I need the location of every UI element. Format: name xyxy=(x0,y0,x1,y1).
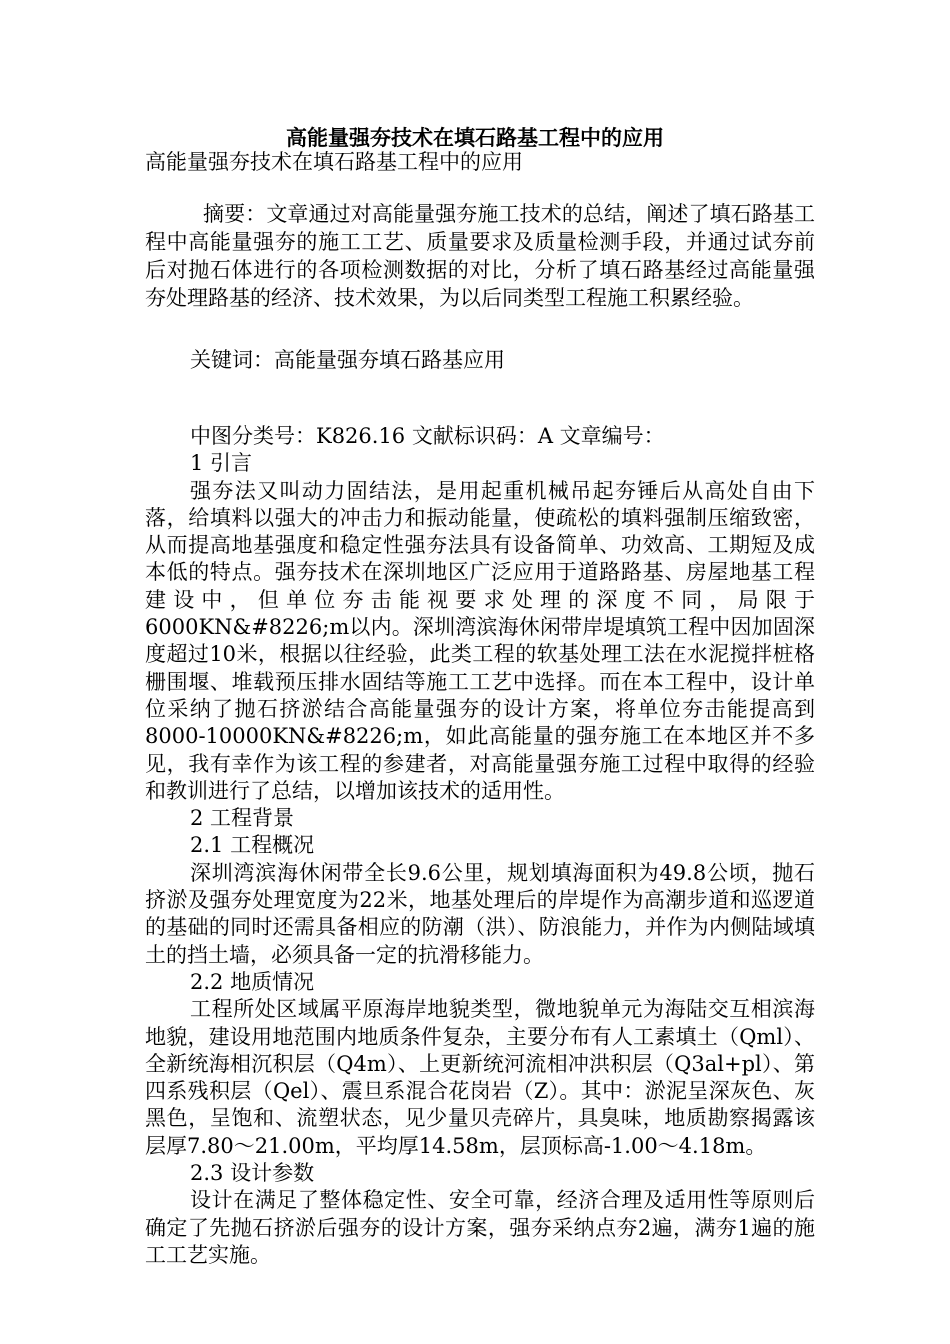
article-body xyxy=(145,423,815,1269)
document-title: 高能量强夯技术在填石路基工程中的应用 xyxy=(286,125,664,150)
overview-paragraph: 深圳湾滨海休闲带全长9.6公里，规划填海面积为49.8公顷，抛石挤淤及强夯处理宽度为22米，地基处理后的岸堤作为高潮步道和巡逻道的基础的同时还需具备相应的防潮（洪）、防浪能力，并作为内侧陆域填土的挡土墙，必须具备一定的抗滑移能力。 xyxy=(145,860,815,967)
section-heading-intro: 1 引言 xyxy=(190,451,253,476)
intro-paragraph: 强夯法又叫动力固结法，是用起重机械吊起夯锤后从高处自由下落，给填料以强大的冲击力和振动能量，使疏松的填料强制压缩致密，从而提高地基强度和稳定性强夯法具有设备简单、功效高、工期短及成本低的特点。强夯技术在深圳地区广泛应用于道路路基、房屋地基工程建设中，但单位夯击能视要求处理的深度不同，局限于6000KN&#8226;m以内。深圳湾滨海休闲带岸堤填筑工程中因加固深度超过10米，根据以往经验，此类工程的软基处理工法在水泥搅拌桩格栅围堰、堆载预压排水固结等施工工艺中选择。而在本工程中，设计单位采纳了抛石挤淤结合高能量强夯的设计方案，将单位夯击能提高到8000-10000KN&#8226;m，如此高能量的强夯施工在本地区并不多见，我有幸作为该工程的参建者，对高能量强夯施工过程中取得的经验和教训进行了总结，以增加该技术的适用性。 xyxy=(145,478,815,803)
geology-paragraph: 工程所处区域属平原海岸地貌类型，微地貌单元为海陆交互相滨海地貌，建设用地范围内地质条件复杂，主要分布有人工素填土（Qml）、全新统海相沉积层（Q4m）、上更新统河流相冲洪积层（Q3al+pl）、第四系残积层（Qel）、震旦系混合花岗岩（Z）。其中：淤泥呈深灰色、灰黑色，呈饱和、流塑状态，见少量贝壳碎片，具臭味，地质勘察揭露该层厚7.80～21.00m，平均厚14.58m，层顶标高-1.00～4.18m。 xyxy=(145,997,815,1158)
classification-line: 中图分类号：K826.16 文献标识码：A 文章编号： xyxy=(190,424,665,448)
design-paragraph: 设计在满足了整体稳定性、安全可靠，经济合理及适用性等原则后确定了先抛石挤淤后强夯的设计方案，强夯采纳点夯2遍，满夯1遍的施工工艺实施。 xyxy=(145,1188,815,1267)
section-heading-overview: 2.1 工程概况 xyxy=(190,833,315,858)
section-heading-geology: 2.2 地质情况 xyxy=(190,969,315,994)
abstract-paragraph: 摘要：文章通过对高能量强夯施工技术的总结，阐述了填石路基工程中高能量强夯的施工工艺、质量要求及质量检测手段，并通过试夯前后对抛石体进行的各项检测数据的对比，分析了填石路基经过高能量强夯处理路基的经济、技术效果，为以后同类型工程施工积累经验。 xyxy=(145,202,815,310)
section-heading-background: 2 工程背景 xyxy=(190,806,295,831)
document-subtitle: 高能量强夯技术在填石路基工程中的应用 xyxy=(145,150,523,174)
keywords-line: 关键词：高能量强夯填石路基应用 xyxy=(190,348,505,372)
section-heading-design: 2.3 设计参数 xyxy=(190,1161,315,1186)
